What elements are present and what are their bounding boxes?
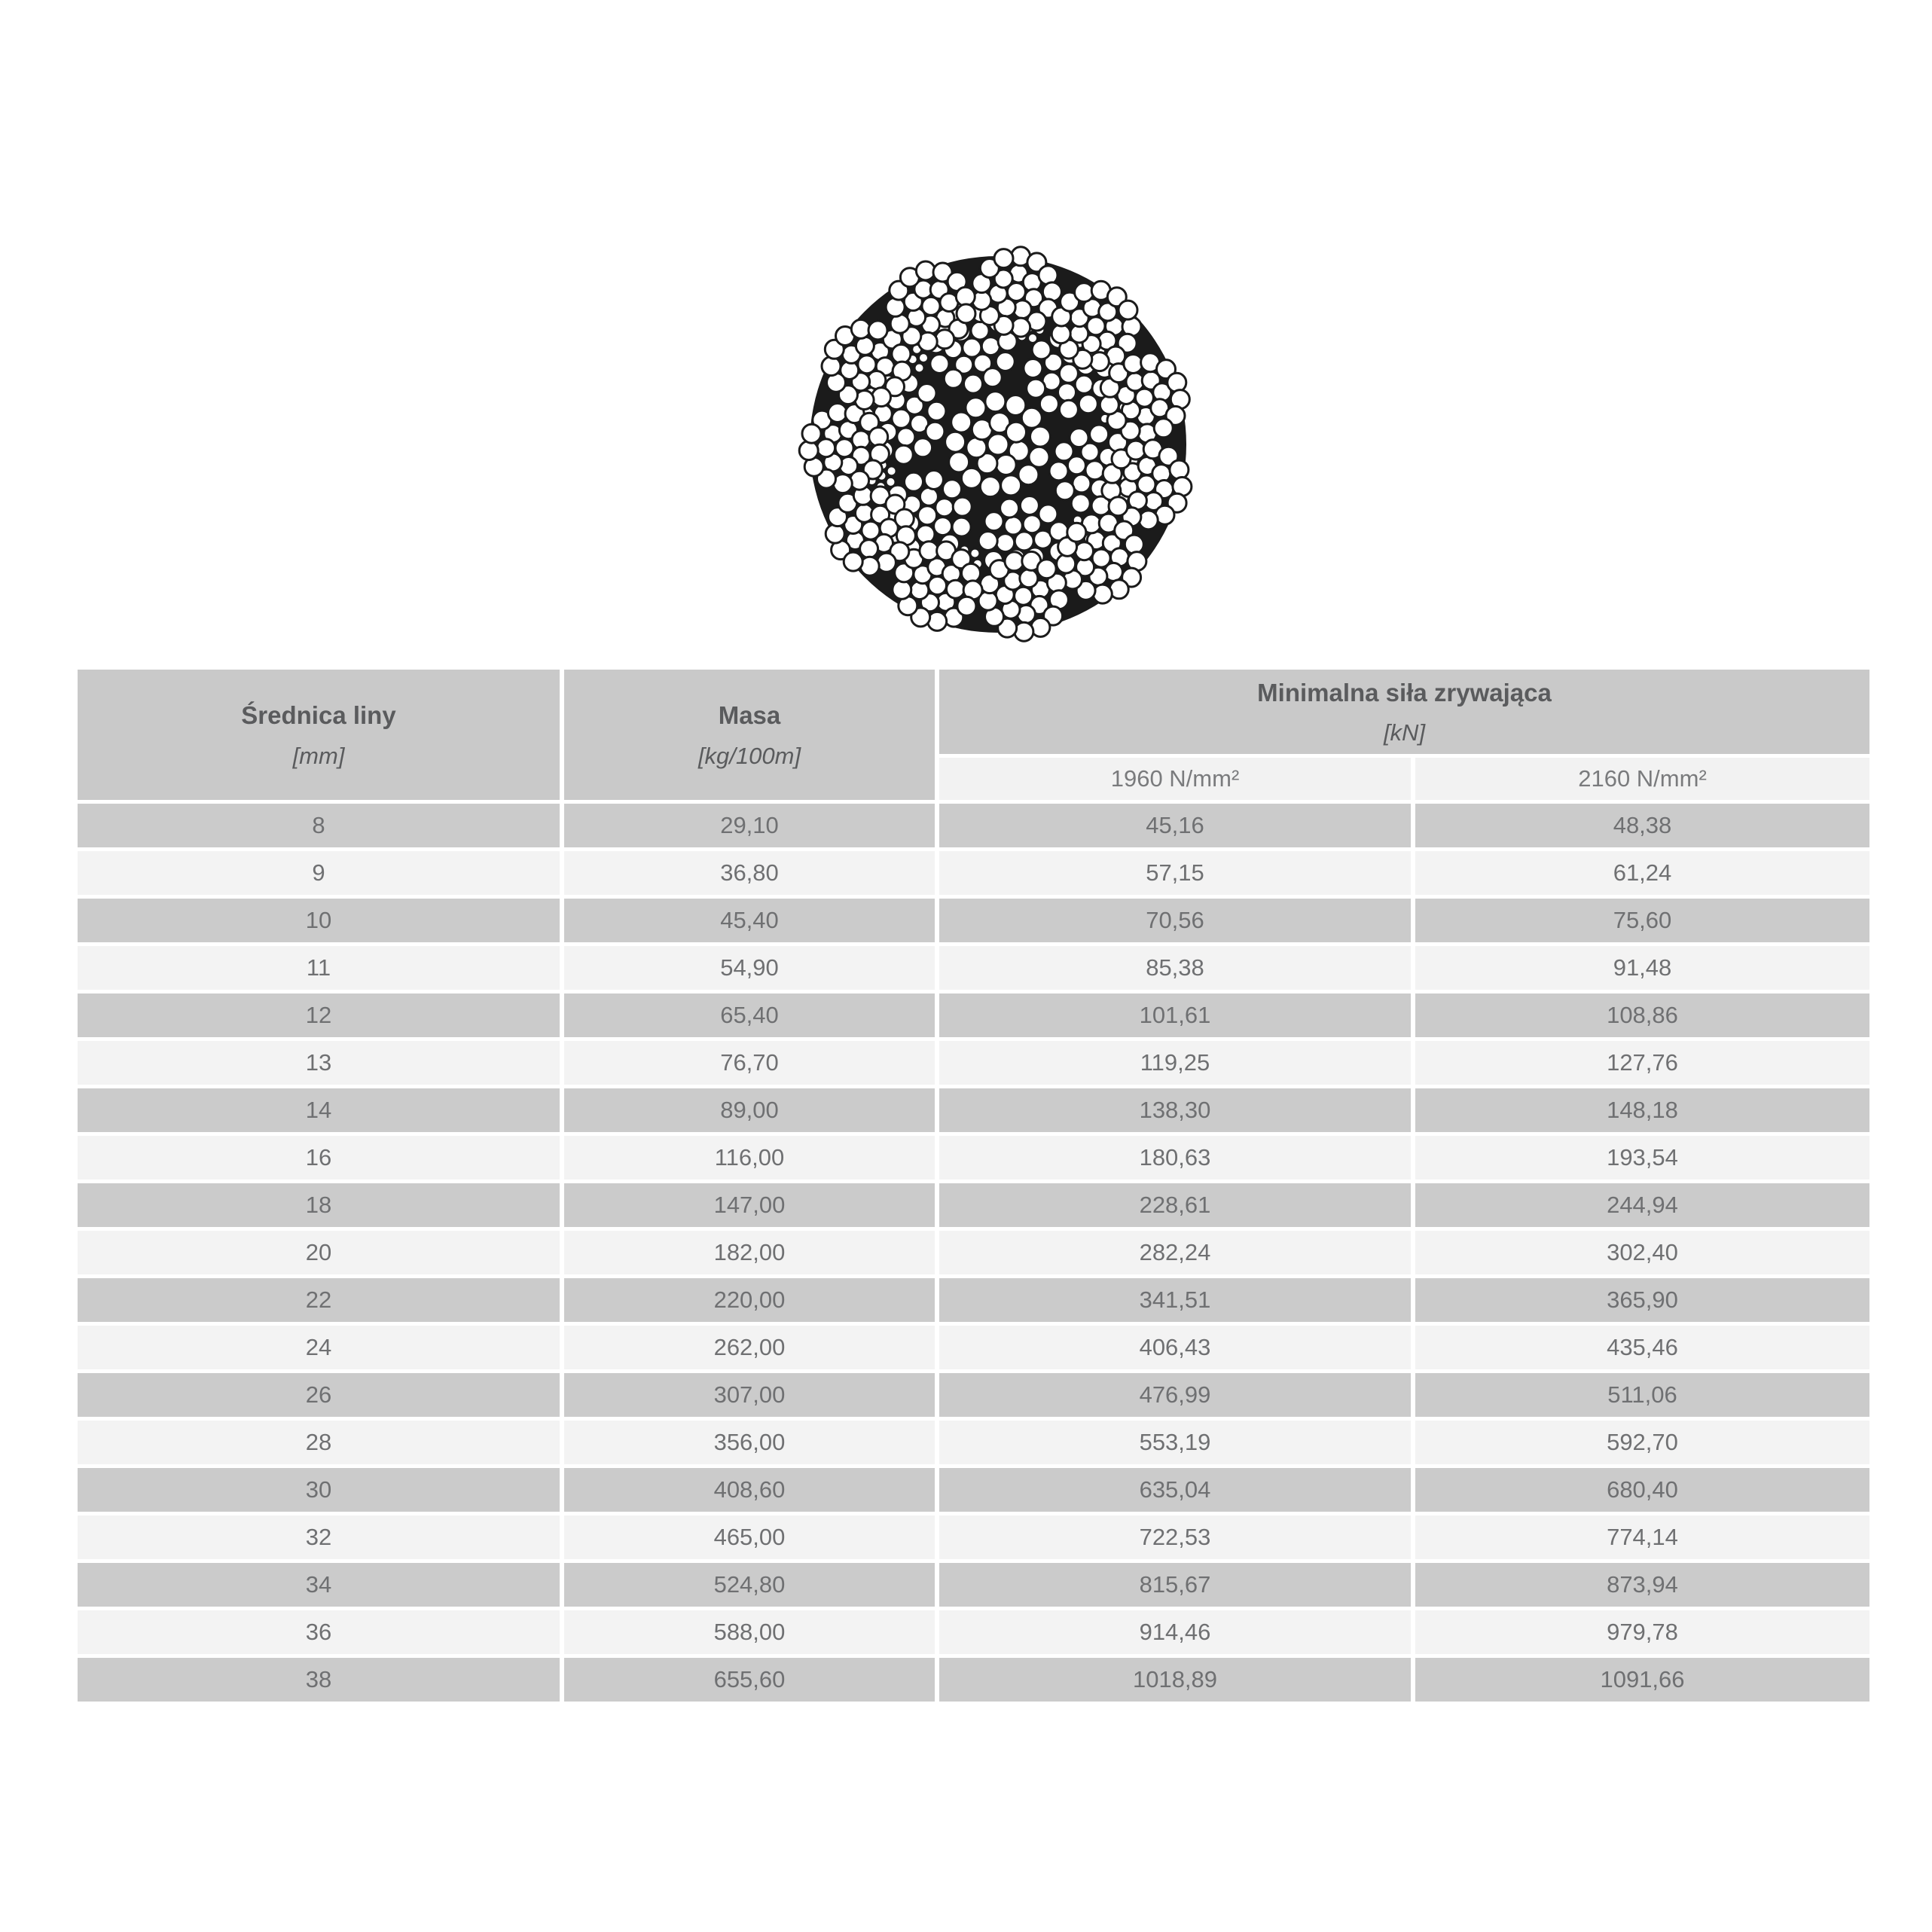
column-unit: [kN] [1383, 719, 1426, 746]
table-row [78, 1515, 1869, 1559]
table-row [78, 1136, 1869, 1180]
table-row [78, 1563, 1869, 1607]
cell: 914,46 [939, 1610, 1411, 1654]
table-row [78, 899, 1869, 942]
table-row [78, 851, 1869, 895]
cell: 85,38 [939, 946, 1411, 990]
cell: 220,00 [564, 1278, 935, 1322]
cell: 36 [78, 1610, 560, 1654]
cell: 815,67 [939, 1563, 1411, 1607]
spec-table-body [78, 804, 1869, 1702]
cell: 655,60 [564, 1658, 935, 1702]
table-row [78, 1610, 1869, 1654]
cell: 45,16 [939, 804, 1411, 847]
cell: 8 [78, 804, 560, 847]
cell: 9 [78, 851, 560, 895]
cell: 91,48 [1415, 946, 1869, 990]
cell: 28 [78, 1421, 560, 1464]
cell: 262,00 [564, 1326, 935, 1369]
cell: 302,40 [1415, 1231, 1869, 1274]
column-title: Minimalna siła zrywająca [1257, 678, 1552, 707]
cell: 356,00 [564, 1421, 935, 1464]
header-row-main [78, 670, 1869, 754]
table-row [78, 993, 1869, 1037]
cell: 138,30 [939, 1088, 1411, 1132]
cell: 16 [78, 1136, 560, 1180]
table-row [78, 1373, 1869, 1417]
subcolumn-header-1960: 1960 N/mm² [939, 758, 1411, 800]
cell: 29,10 [564, 804, 935, 847]
column-unit: [kg/100m] [697, 742, 801, 769]
cell: 588,00 [564, 1610, 935, 1654]
table-row [78, 1231, 1869, 1274]
cell: 435,46 [1415, 1326, 1869, 1369]
cell: 13 [78, 1041, 560, 1085]
cell: 14 [78, 1088, 560, 1132]
cell: 119,25 [939, 1041, 1411, 1085]
cell: 65,40 [564, 993, 935, 1037]
cell: 32 [78, 1515, 560, 1559]
cell: 38 [78, 1658, 560, 1702]
rope-spec-table [73, 666, 1874, 1705]
column-header-diameter [78, 670, 560, 800]
column-header-mass [564, 670, 935, 800]
cell: 553,19 [939, 1421, 1411, 1464]
cell: 228,61 [939, 1183, 1411, 1227]
wire-rope-cross-section-image [793, 240, 1203, 649]
cell: 147,00 [564, 1183, 935, 1227]
cell: 75,60 [1415, 899, 1869, 942]
cell: 148,18 [1415, 1088, 1869, 1132]
cell: 365,90 [1415, 1278, 1869, 1322]
cell: 57,15 [939, 851, 1411, 895]
cell: 511,06 [1415, 1373, 1869, 1417]
cell: 1091,66 [1415, 1658, 1869, 1702]
subcolumn-header-2160: 2160 N/mm² [1415, 758, 1869, 800]
cell: 979,78 [1415, 1610, 1869, 1654]
cell: 193,54 [1415, 1136, 1869, 1180]
cell: 89,00 [564, 1088, 935, 1132]
table-row [78, 1041, 1869, 1085]
cell: 36,80 [564, 851, 935, 895]
cell: 465,00 [564, 1515, 935, 1559]
cell: 722,53 [939, 1515, 1411, 1559]
table-row [78, 1183, 1869, 1227]
cell: 307,00 [564, 1373, 935, 1417]
cell: 76,70 [564, 1041, 935, 1085]
cell: 101,61 [939, 993, 1411, 1037]
cell: 680,40 [1415, 1468, 1869, 1512]
cell: 18 [78, 1183, 560, 1227]
cell: 406,43 [939, 1326, 1411, 1369]
cell: 54,90 [564, 946, 935, 990]
cell: 116,00 [564, 1136, 935, 1180]
column-header-breaking-force [939, 670, 1869, 754]
cell: 12 [78, 993, 560, 1037]
cell: 282,24 [939, 1231, 1411, 1274]
table-row [78, 1658, 1869, 1702]
cell: 26 [78, 1373, 560, 1417]
table-row [78, 1468, 1869, 1512]
cell: 592,70 [1415, 1421, 1869, 1464]
column-title: Masa [718, 701, 781, 730]
wire-rope-cross-section-drawing [793, 240, 1203, 649]
cell: 180,63 [939, 1136, 1411, 1180]
table-row [78, 804, 1869, 847]
cell: 127,76 [1415, 1041, 1869, 1085]
cell: 20 [78, 1231, 560, 1274]
cell: 24 [78, 1326, 560, 1369]
cell: 774,14 [1415, 1515, 1869, 1559]
cell: 244,94 [1415, 1183, 1869, 1227]
cell: 34 [78, 1563, 560, 1607]
cell: 182,00 [564, 1231, 935, 1274]
cell: 341,51 [939, 1278, 1411, 1322]
table-row [78, 1088, 1869, 1132]
cell: 524,80 [564, 1563, 935, 1607]
table-row [78, 1278, 1869, 1322]
cell: 873,94 [1415, 1563, 1869, 1607]
column-unit: [mm] [292, 742, 345, 769]
cell: 476,99 [939, 1373, 1411, 1417]
cell: 48,38 [1415, 804, 1869, 847]
cell: 45,40 [564, 899, 935, 942]
cell: 11 [78, 946, 560, 990]
column-title: Średnica liny [241, 701, 396, 730]
cell: 408,60 [564, 1468, 935, 1512]
cell: 635,04 [939, 1468, 1411, 1512]
cell: 108,86 [1415, 993, 1869, 1037]
cell: 10 [78, 899, 560, 942]
cell: 61,24 [1415, 851, 1869, 895]
table-row [78, 946, 1869, 990]
table-row [78, 1421, 1869, 1464]
cell: 1018,89 [939, 1658, 1411, 1702]
table-row [78, 1326, 1869, 1369]
cell: 22 [78, 1278, 560, 1322]
cell: 30 [78, 1468, 560, 1512]
cell: 70,56 [939, 899, 1411, 942]
